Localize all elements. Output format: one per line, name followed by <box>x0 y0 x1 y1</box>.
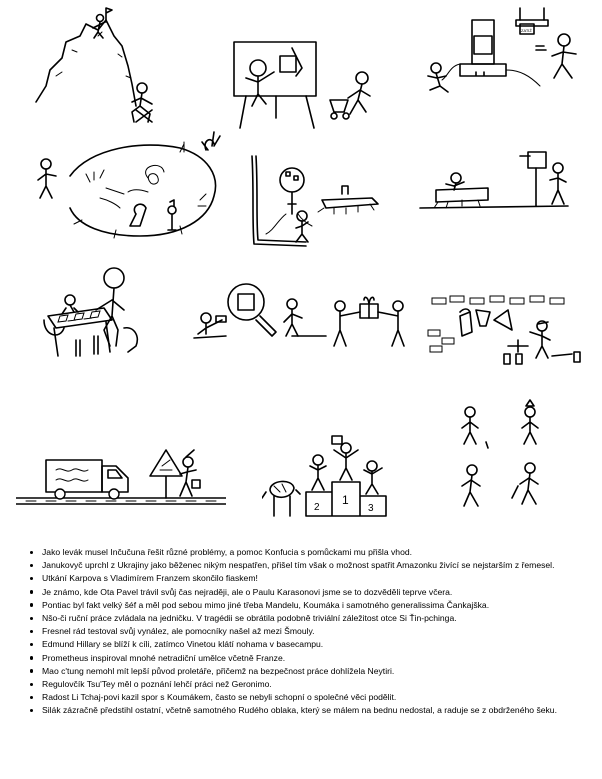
rocket-launch-sketch <box>246 150 396 250</box>
bullet-item: Jako levák musel Inčučuna řešit různé problémy, a pomoc Konfucia s pomůckami mu přišla vhod. <box>30 546 590 559</box>
truck-roadsign-sketch <box>16 440 226 510</box>
bullet-item: Prometheus inspiroval mnohé netradiční umělce včetně Franze. <box>30 652 590 665</box>
bullet-item: Nšo-či ruční práce zvládala na jedničku. V tragédii se obrátila podobně triviální záležitost otce Si Ťin-pchinga. <box>30 612 590 625</box>
bullet-item: Utkání Karpova s Vladimírem Franzem skončilo fiaskem! <box>30 572 590 585</box>
magnifying-glass-sketch <box>192 278 328 344</box>
wall-painters-sketch <box>424 290 584 390</box>
tree-signpost-sketch <box>418 148 578 214</box>
mountain-climber-sketch <box>28 6 168 128</box>
gift-exchange-sketch <box>330 290 410 350</box>
svg-text:1: 1 <box>342 493 349 507</box>
easel-painter-sketch <box>230 38 380 130</box>
walking-figures-sketch <box>456 398 576 520</box>
bullet-item: Janukovyč uprchl z Ukrajiny jako běženec nikým nespatřen, přišel tím však o možnost spatřit Amazonku živící se nejstarším z řemesel. <box>30 559 590 572</box>
machine-workshop-sketch <box>420 6 580 98</box>
bullet-item: Radost Li Tchaj-povi kazil spor s Koumákem, často se nebyli schopní o společné věci podělit. <box>30 691 590 704</box>
bullet-item: Fresnel rád testoval svůj vynález, ale pomocníky našel až mezi Šmouly. <box>30 625 590 638</box>
bullet-item: Edmund Hillary se blíží k cíli, zatímco Vinetou klátí nohama v basecampu. <box>30 638 590 651</box>
bullet-item: Je známo, kde Ota Pavel trávil svůj čas nejraději, ale o Paulu Karasonovi jsme se to dozvěděli teprve včera. <box>30 586 590 599</box>
svg-text:2: 2 <box>314 502 320 513</box>
bullet-item: Regulovčík Tsu'Tey měl o poznání lehčí práci než Geronimo. <box>30 678 590 691</box>
podium-winners-sketch <box>262 430 402 520</box>
bullet-list <box>30 546 590 718</box>
bullet-item: Mao c'tung nemohl mít lepší původ proletáře, přičemž na bezpečnost práce dohlížela Neytiri. <box>30 665 590 678</box>
chess-players-sketch <box>40 266 150 362</box>
svg-text:ZATIŽ: ZATIŽ <box>521 28 532 33</box>
svg-text:3: 3 <box>368 503 374 514</box>
bullet-item: Silák zázračně předstihl ostatní, včetně samotného Rudého oblaka, který se málem na bednu nedostal, a raduje se z obdrženého šeku. <box>30 704 590 717</box>
pond-island-sketch <box>30 130 230 240</box>
bullet-item: Pontiac byl fakt velký šéf a měl pod sebou mimo jiné třeba Mandelu, Koumáka i samotného generalissima Čankajška. <box>30 599 590 612</box>
